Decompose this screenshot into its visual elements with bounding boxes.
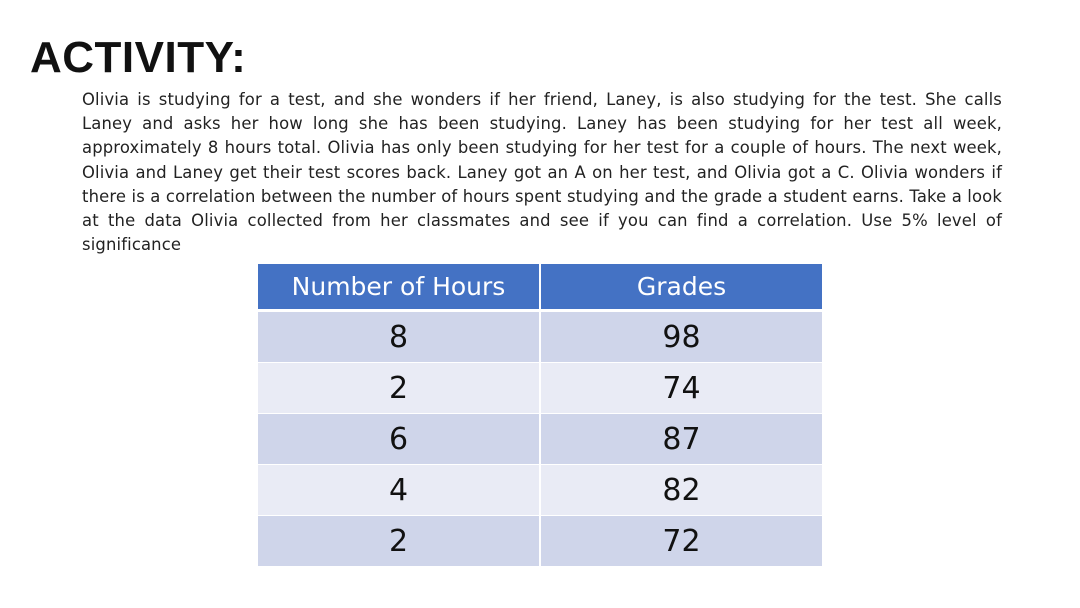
cell-hours: 2 — [258, 363, 540, 414]
cell-grade: 74 — [540, 363, 822, 414]
header-number-of-hours: Number of Hours — [258, 264, 540, 311]
cell-grade: 72 — [540, 516, 822, 567]
table-row — [258, 414, 822, 465]
cell-hours: 8 — [258, 311, 540, 363]
cell-hours: 2 — [258, 516, 540, 567]
table-row — [258, 311, 822, 363]
header-grades: Grades — [540, 264, 822, 311]
table-row — [258, 516, 822, 567]
data-table-container — [258, 264, 822, 567]
table-row — [258, 465, 822, 516]
cell-hours: 4 — [258, 465, 540, 516]
table-row — [258, 363, 822, 414]
activity-paragraph: Olivia is studying for a test, and she wonders if her friend, Laney, is also studying for the test. She calls Laney and asks her how long she has been studying. Laney has been studying for her test all week, approximately 8 hours total. Olivia has only been studying for her test for a couple of hours. The next week, Olivia and Laney get their test scores back. Laney got an A on her test, and Olivia got a C. Olivia wonders if there is a correlation between the number of hours spent studying and the grade a student earns. Take a look at the data Olivia collected from her classmates and see if you can find a correlation. Use 5% level of significance — [82, 90, 1002, 255]
cell-hours: 6 — [258, 414, 540, 465]
cell-grade: 98 — [540, 311, 822, 363]
cell-grade: 82 — [540, 465, 822, 516]
cell-grade: 87 — [540, 414, 822, 465]
table-header-row — [258, 264, 822, 311]
hours-grades-table — [258, 264, 822, 567]
slide-title: ACTIVITY: — [30, 33, 247, 82]
